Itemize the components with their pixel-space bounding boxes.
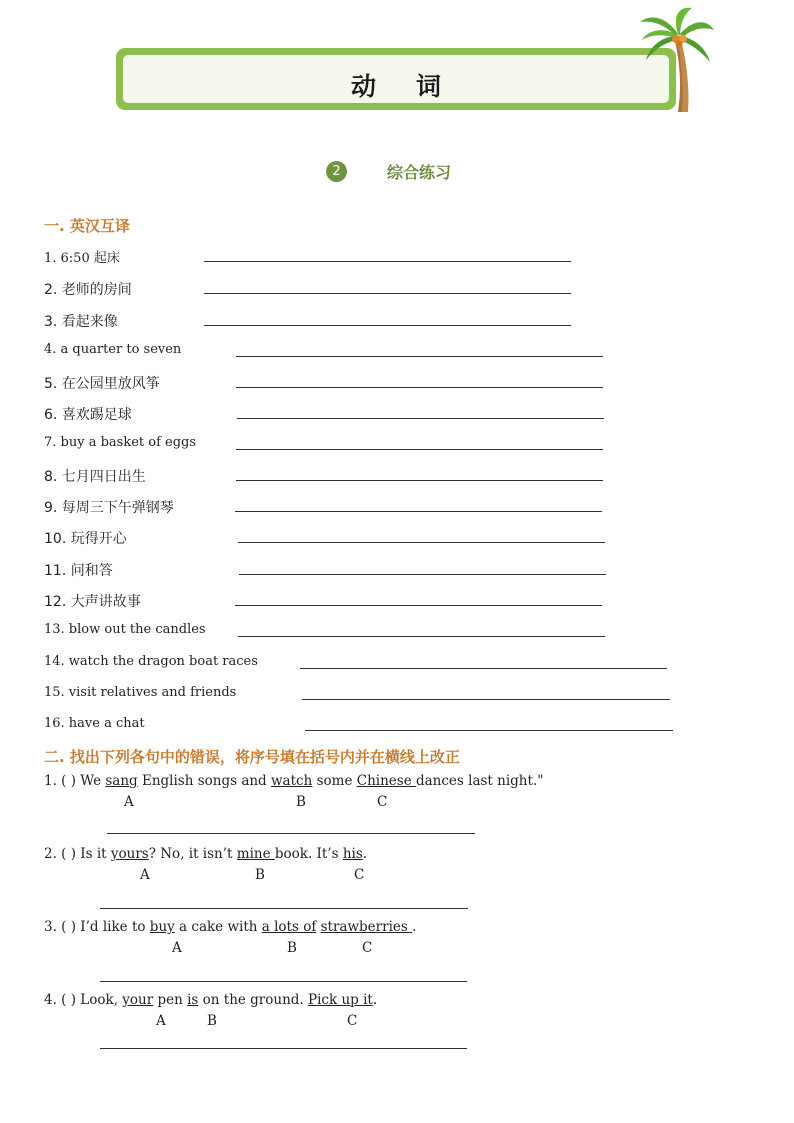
- sentence-fragment: on the ground.: [198, 992, 309, 1008]
- correction-line[interactable]: [100, 981, 467, 982]
- error-question: [0, 992, 794, 1062]
- section-number-badge: 2: [326, 161, 347, 182]
- option-letter: B: [207, 1013, 217, 1029]
- option-letter: B: [296, 794, 306, 810]
- translation-item: [0, 279, 794, 303]
- option-letter: A: [172, 940, 182, 956]
- part1-heading: 一. 英汉互译: [44, 217, 130, 235]
- translation-item-text: 2. 老师的房间: [44, 282, 132, 298]
- answer-line[interactable]: [237, 418, 604, 419]
- answer-line[interactable]: [236, 356, 603, 357]
- sentence-fragment: 4. ( ) Look,: [44, 992, 123, 1008]
- translation-item: [0, 342, 794, 366]
- underlined-option: Chinese: [356, 773, 416, 789]
- underlined-option: sang: [105, 773, 138, 789]
- translation-item-text: 4. a quarter to seven: [44, 342, 182, 357]
- error-question: [0, 919, 794, 989]
- translation-item: [0, 435, 794, 459]
- sentence-fragment: a cake with: [174, 919, 262, 935]
- translation-item-text: 15. visit relatives and friends: [44, 685, 237, 700]
- translation-item-text: 1. 6:50 起床: [44, 251, 120, 266]
- option-letter: A: [124, 794, 134, 810]
- translation-item-text: 9. 每周三下午弹钢琴: [44, 500, 174, 516]
- sentence-fragment: dances last night.": [415, 773, 544, 789]
- answer-line[interactable]: [238, 636, 605, 637]
- answer-line[interactable]: [302, 699, 670, 700]
- translation-item: [0, 373, 794, 397]
- sentence-fragment: 1. ( ) We: [44, 773, 106, 789]
- error-question: [0, 773, 794, 843]
- sentence-fragment: book. It’s: [274, 846, 343, 862]
- title-banner-inner: [123, 55, 669, 103]
- translation-item: [0, 466, 794, 490]
- sentence-fragment: ? No, it isn’t: [148, 846, 237, 862]
- answer-line[interactable]: [235, 605, 602, 606]
- sentence-fragment: .: [372, 992, 378, 1008]
- translation-item-text: 8. 七月四日出生: [44, 469, 146, 485]
- underlined-option: your: [122, 992, 154, 1008]
- translation-item: [0, 247, 794, 271]
- sentence-fragment: pen: [153, 992, 188, 1008]
- answer-line[interactable]: [235, 511, 602, 512]
- sentence-fragment: some: [312, 773, 357, 789]
- translation-item: [0, 622, 794, 646]
- answer-line[interactable]: [236, 480, 603, 481]
- translation-item-text: 6. 喜欢踢足球: [44, 407, 132, 423]
- question-sentence: [44, 919, 416, 935]
- question-sentence: [44, 992, 377, 1008]
- answer-line[interactable]: [300, 668, 667, 669]
- sentence-fragment: 2. ( ) Is it: [44, 846, 111, 862]
- correction-line[interactable]: [100, 1048, 467, 1049]
- translation-item: [0, 654, 794, 678]
- translation-item: [0, 404, 794, 428]
- question-sentence: [44, 846, 367, 862]
- answer-line[interactable]: [305, 730, 673, 731]
- underlined-option: his: [342, 846, 363, 862]
- underlined-option: is: [187, 992, 199, 1008]
- question-sentence: [44, 773, 543, 789]
- underlined-option: mine: [236, 846, 275, 862]
- option-letter: B: [287, 940, 297, 956]
- answer-line[interactable]: [204, 293, 571, 294]
- option-letter: C: [362, 940, 373, 956]
- translation-item: [0, 528, 794, 552]
- sentence-fragment: English songs and: [137, 773, 271, 789]
- translation-item: [0, 716, 794, 740]
- correction-line[interactable]: [107, 833, 475, 834]
- option-letter: A: [140, 867, 150, 883]
- translation-item-text: 14. watch the dragon boat races: [44, 654, 258, 669]
- answer-line[interactable]: [204, 325, 571, 326]
- underlined-option: buy: [149, 919, 175, 935]
- underlined-option: a lots of: [261, 919, 317, 935]
- translation-item-text: 12. 大声讲故事: [44, 594, 141, 610]
- part2-heading: 二. 找出下列各句中的错误，将序号填在括号内并在横线上改正: [44, 748, 460, 766]
- sentence-fragment: .: [362, 846, 368, 862]
- title-banner: [116, 48, 676, 110]
- translation-item-text: 7. buy a basket of eggs: [44, 435, 197, 450]
- page-title: 动词: [350, 72, 481, 101]
- option-letter: C: [354, 867, 365, 883]
- answer-line[interactable]: [236, 449, 603, 450]
- option-letter: A: [156, 1013, 166, 1029]
- translation-item: [0, 497, 794, 521]
- underlined-option: yours: [110, 846, 149, 862]
- translation-item: [0, 560, 794, 584]
- option-letter: C: [347, 1013, 358, 1029]
- section-subtitle: 综合练习: [387, 163, 452, 182]
- translation-item-text: 10. 玩得开心: [44, 531, 127, 547]
- translation-item-text: 13. blow out the candles: [44, 622, 206, 637]
- translation-item-text: 16. have a chat: [44, 716, 145, 731]
- answer-line[interactable]: [236, 387, 603, 388]
- answer-line[interactable]: [238, 542, 605, 543]
- sentence-fragment: .: [412, 919, 417, 935]
- sentence-fragment: 3. ( ) I’d like to: [44, 919, 150, 935]
- translation-item: [0, 685, 794, 709]
- underlined-option: strawberries: [320, 919, 413, 935]
- option-letter: B: [255, 867, 265, 883]
- translation-item: [0, 591, 794, 615]
- underlined-option: watch: [271, 773, 313, 789]
- correction-line[interactable]: [100, 908, 468, 909]
- translation-item-text: 3. 看起来像: [44, 314, 118, 330]
- palm-tree-icon: [636, 6, 716, 114]
- option-letter: C: [377, 794, 388, 810]
- translation-item-text: 5. 在公园里放风筝: [44, 376, 160, 392]
- translation-item-text: 11. 问和答: [44, 563, 113, 579]
- answer-line[interactable]: [204, 261, 571, 262]
- underlined-option: Pick up it: [308, 992, 373, 1008]
- error-question: [0, 846, 794, 916]
- translation-item: [0, 311, 794, 335]
- answer-line[interactable]: [239, 574, 606, 575]
